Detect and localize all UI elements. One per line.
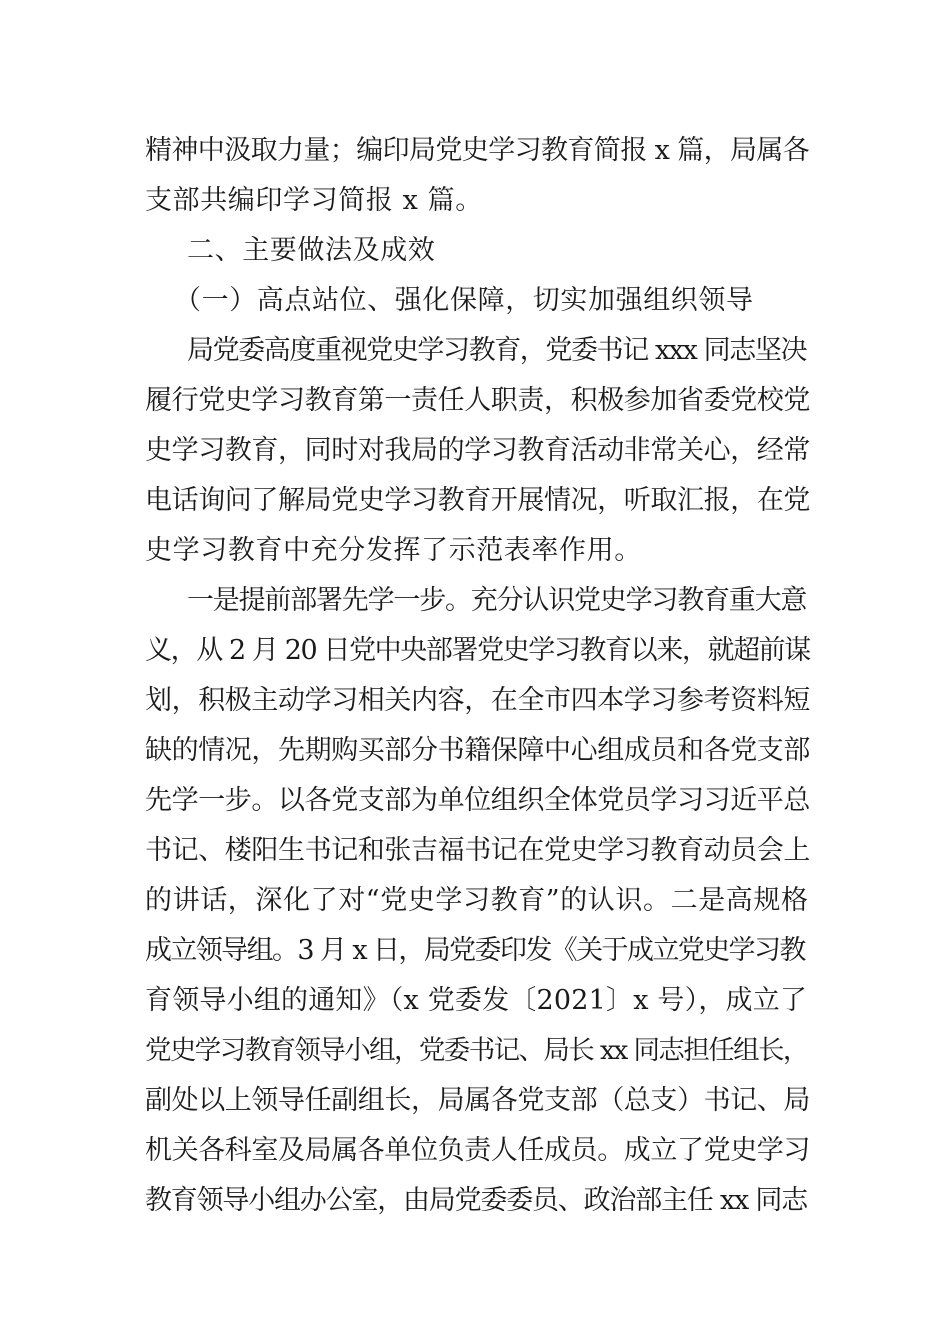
body-text-line: 史学习教育中充分发挥了示范表率作用。 — [145, 535, 642, 566]
body-text-line: 书记、楼阳生书记和张吉福书记在党史学习教育动员会上 — [145, 835, 810, 866]
body-text-line: 党史学习教育领导小组，党委书记、局长 xx 同志担任组长， — [145, 1035, 808, 1066]
section-heading: 二、主要做法及成效 — [187, 235, 436, 266]
body-text-line: 划，积极主动学习相关内容，在全市四本学习参考资料短 — [145, 685, 810, 716]
body-text-line: 精神中汲取力量；编印局党史学习教育简报 x 篇，局属各 — [145, 135, 810, 166]
body-text-line: 一是提前部署先学一步。充分认识党史学习教育重大意 — [187, 585, 807, 616]
body-text-line: 履行党史学习教育第一责任人职责，积极参加省委党校党 — [145, 385, 810, 416]
body-text-line: 成立领导组。3 月 x 日，局党委印发《关于成立党史学习教 — [145, 935, 805, 966]
body-text-line: 育领导小组的通知》（x 党委发〔2021〕x 号），成立了 — [145, 985, 808, 1016]
subsection-heading: （一）高点站位、强化保障，切实加强组织领导 — [174, 285, 754, 316]
body-text-line: 机关各科室及局属各单位负责人任成员。成立了党史学习 — [145, 1135, 810, 1166]
body-text-line: 局党委高度重视党史学习教育，党委书记 xxx 同志坚决 — [187, 335, 807, 366]
body-text-line: 先学一步。以各党支部为单位组织全体党员学习习近平总 — [145, 785, 810, 816]
body-text-line: 义，从 2 月 20 日党中央部署党史学习教育以来，就超前谋 — [145, 635, 810, 666]
body-text-line: 的讲话，深化了对“党史学习教育”的认识。二是高规格 — [145, 885, 809, 916]
body-text-line: 缺的情况，先期购买部分书籍保障中心组成员和各党支部 — [145, 735, 810, 766]
body-text-line: 支部共编印学习简报 x 篇。 — [145, 185, 483, 216]
body-text-line: 教育领导小组办公室，由局党委委员、政治部主任 xx 同志 — [145, 1185, 808, 1216]
body-text-line: 副处以上领导任副组长，局属各党支部（总支）书记、局 — [145, 1085, 810, 1116]
body-text-line: 电话询问了解局党史学习教育开展情况，听取汇报，在党 — [145, 485, 810, 516]
body-text-line: 史学习教育，同时对我局的学习教育活动非常关心，经常 — [145, 435, 810, 466]
